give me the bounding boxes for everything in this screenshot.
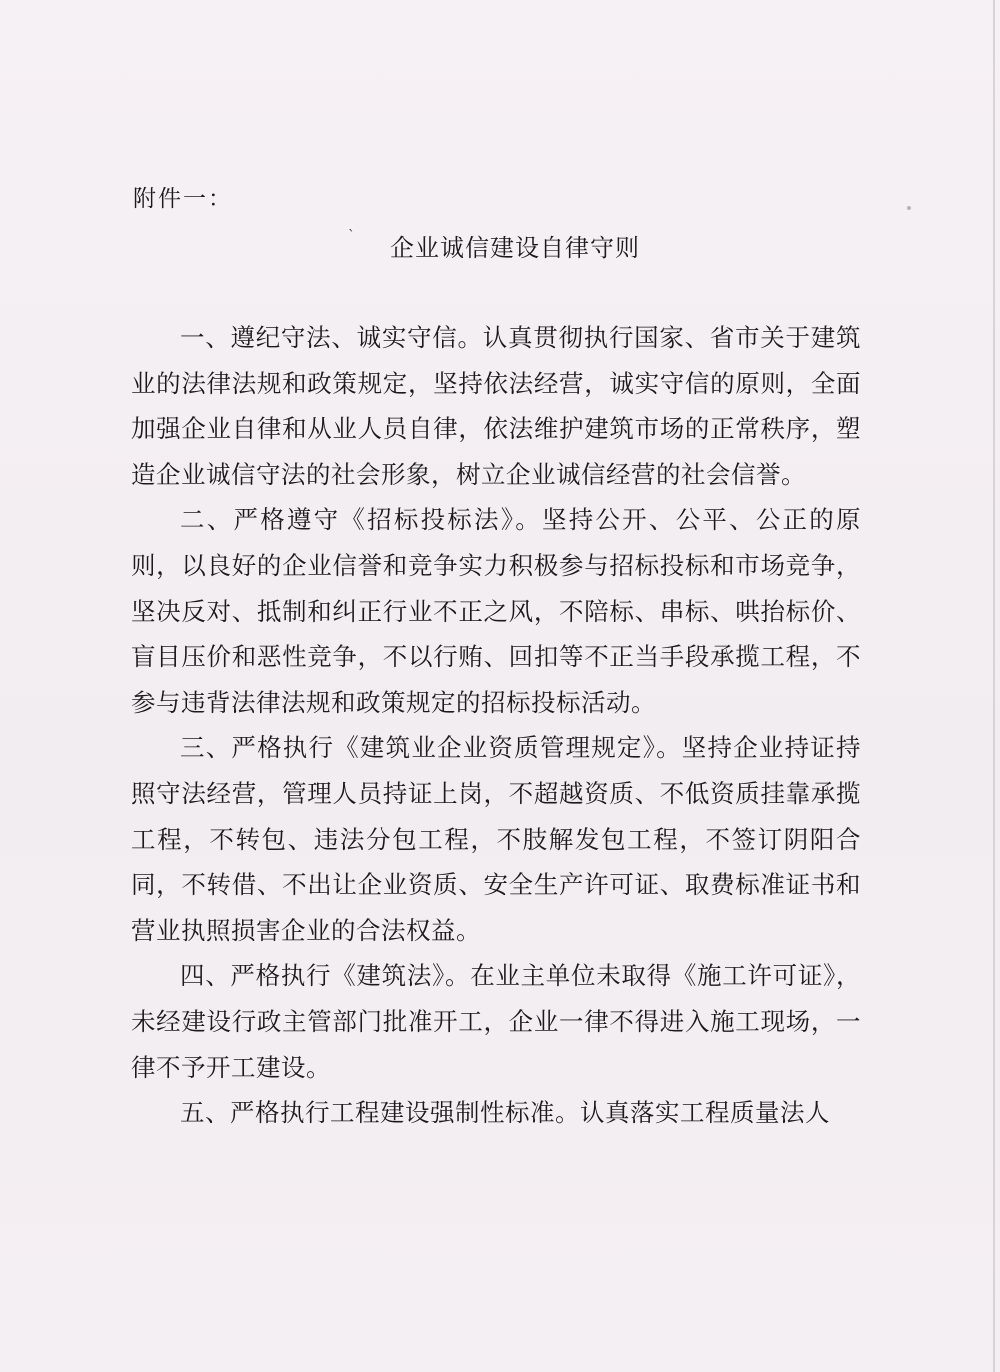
- paragraph-1: 一、遵纪守法、诚实守信。认真贯彻执行国家、省市关于建筑业的法律法规和政策规定，坚持依法经营，诚实守信的原则，全面加强企业自律和从业人员自律，依法维护建筑市场的正常秩序，塑造企业诚信守法的社会形象，树立企业诚信经营的社会信誉。: [131, 323, 861, 489]
- paragraph-3: 三、严格执行《建筑业企业资质管理规定》。坚持企业持证持照守法经营，管理人员持证上岗，不超越资质、不低资质挂靠承揽工程，不转包、违法分包工程，不肢解发包工程，不签订阴阳合同，不转借、不出让企业资质、安全生产许可证、取费标准证书和营业执照损害企业的合法权益。: [131, 733, 861, 945]
- scan-speck: [907, 206, 911, 210]
- paragraph-5: 五、严格执行工程建设强制性标准。认真落实工程质量法人: [180, 1098, 830, 1128]
- paragraph-2: 二、严格遵守《招标投标法》。坚持公开、公平、公正的原则，以良好的企业信誉和竞争实力积极参与招标投标和市场竞争，坚决反对、抵制和纠正行业不正之风，不陪标、串标、哄抬标价、盲目压价和恶性竞争，不以行贿、回扣等不正当手段承揽工程，不参与违背法律法规和政策规定的招标投标活动。: [131, 505, 861, 717]
- paragraph-4: 四、严格执行《建筑法》。在业主单位未取得《施工许可证》，未经建设行政主管部门批准开工，企业一律不得进入施工现场，一律不予开工建设。: [131, 961, 861, 1082]
- document-body: [131, 315, 861, 1136]
- document-title: 企业诚信建设自律守则: [390, 234, 640, 262]
- scan-edge-line: [993, 0, 995, 1372]
- attachment-label: 附件一：: [133, 186, 233, 212]
- stray-mark: `: [348, 228, 355, 244]
